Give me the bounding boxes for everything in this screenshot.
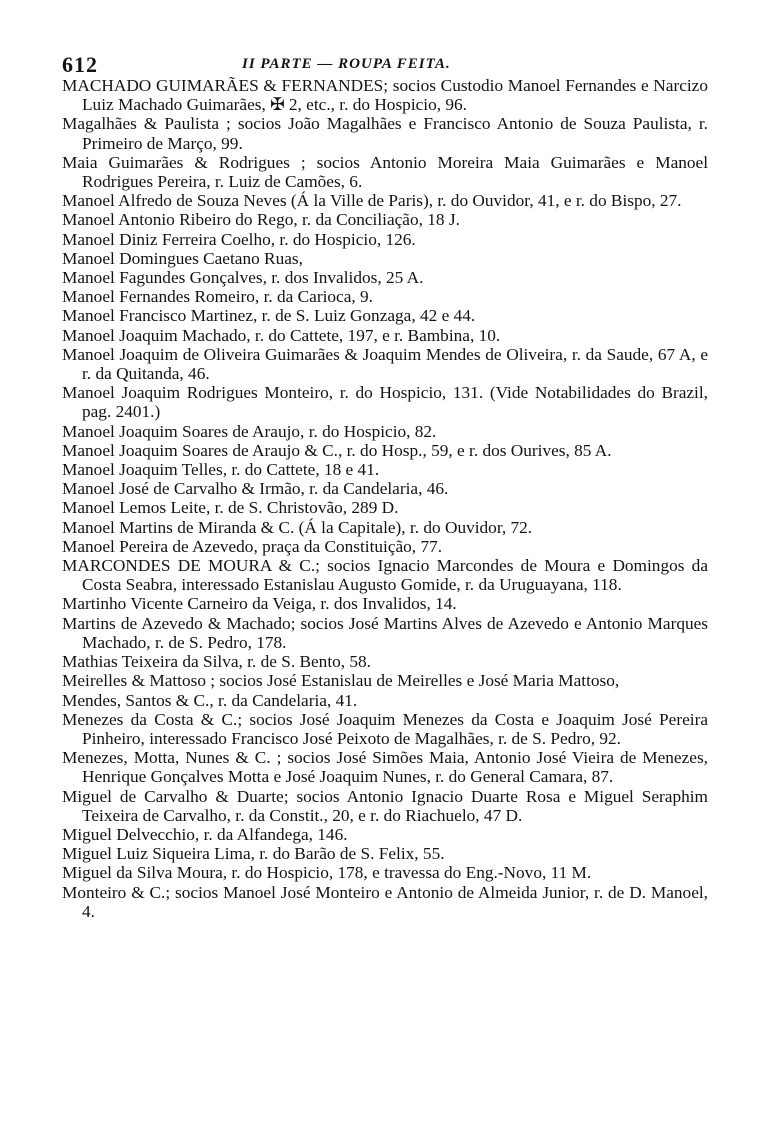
directory-entry: Manoel Joaquim Rodrigues Monteiro, r. do Hospicio, 131. (Vide Notabilidades do Brazil, pag. 2401.) <box>62 383 708 422</box>
directory-entry: Manoel Joaquim de Oliveira Guimarães & Joaquim Mendes de Oliveira, r. da Saude, 67 A, e r. da Quitanda, 46. <box>62 344 708 384</box>
directory-entry: MACHADO GUIMARÃES & FERNANDES; socios Custodio Manoel Fernandes e Narcizo Luiz Machado Guimarães, ✠ 2, etc., r. do Hospicio, 96. <box>62 76 708 115</box>
directory-entry: Manoel José de Carvalho & Irmão, r. da Candelaria, 46. <box>62 479 449 499</box>
directory-entry: Manoel Alfredo de Souza Neves (Á la Ville de Paris), r. do Ouvidor, 41, e r. do Bispo, 27. <box>62 191 682 211</box>
running-head: II PARTE — ROUPA FEITA. <box>242 56 451 72</box>
directory-entry: Manoel Joaquim Soares de Araujo, r. do Hospicio, 82. <box>62 421 437 441</box>
page-header <box>62 44 708 76</box>
directory-entry: Maia Guimarães & Rodrigues ; socios Antonio Moreira Maia Guimarães e Manoel Rodrigues Pereira, r. Luiz de Camões, 6. <box>62 152 708 192</box>
directory-entry: Menezes da Costa & C.; socios José Joaquim Menezes da Costa e Joaquim José Pereira Pinheiro, interessado Francisco José Peixoto de Magalhães, r. de S. Pedro, 92. <box>62 709 708 748</box>
directory-entry: Manoel Lemos Leite, r. de S. Christovão, 289 D. <box>62 498 399 518</box>
directory-entry: Manoel Joaquim Soares de Araujo & C., r. do Hosp., 59, e r. dos Ourives, 85 A. <box>62 440 612 460</box>
directory-entry: Miguel Delvecchio, r. da Alfandega, 146. <box>62 824 348 844</box>
directory-entry: Monteiro & C.; socios Manoel José Monteiro e Antonio de Almeida Junior, r. de D. Manoel, 4. <box>62 882 708 921</box>
directory-entry: Manoel Pereira de Azevedo, praça da Constituição, 77. <box>62 536 443 556</box>
directory-entry: Miguel da Silva Moura, r. do Hospicio, 178, e travessa do Eng.-Novo, 11 M. <box>62 863 592 883</box>
directory-entry: Manoel Joaquim Telles, r. do Cattete, 18 e 41. <box>62 460 380 480</box>
directory-entry: Meirelles & Mattoso ; socios José Estanislau de Meirelles e José Maria Mattoso, <box>62 671 620 691</box>
directory-entry: Magalhães & Paulista ; socios João Magalhães e Francisco Antonio de Souza Paulista, r. Primeiro de Março, 99. <box>62 114 708 153</box>
directory-entry: Manoel Martins de Miranda & C. (Á la Capitale), r. do Ouvidor, 72. <box>62 517 533 537</box>
directory-entry: Manoel Francisco Martinez, r. de S. Luiz Gonzaga, 42 e 44. <box>62 306 476 326</box>
directory-entry: Manoel Joaquim Machado, r. do Cattete, 197, e r. Bambina, 10. <box>62 325 501 345</box>
page-number: 612 <box>62 52 98 77</box>
directory-entry: Miguel de Carvalho & Duarte; socios Antonio Ignacio Duarte Rosa e Miguel Seraphim Teixeira de Carvalho, r. da Constit., 20, e r. do Riachuelo, 47 D. <box>62 786 708 825</box>
directory-entry: Martinho Vicente Carneiro da Veiga, r. dos Invalidos, 14. <box>62 594 457 614</box>
directory-entry: Menezes, Motta, Nunes & C. ; socios José Simões Maia, Antonio José Vieira de Menezes, Henrique Gonçalves Motta e José Joaquim Nunes, r. do General Camara, 87. <box>62 748 708 787</box>
directory-entry: Mathias Teixeira da Silva, r. de S. Bento, 58. <box>62 652 372 672</box>
directory-entries <box>62 76 708 921</box>
directory-entry: Mendes, Santos & C., r. da Candelaria, 41. <box>62 690 358 710</box>
directory-entry: Manoel Diniz Ferreira Coelho, r. do Hospicio, 126. <box>62 229 416 249</box>
directory-entry: Manoel Fagundes Gonçalves, r. dos Invalidos, 25 A. <box>62 268 424 288</box>
directory-entry: Manoel Fernandes Romeiro, r. da Carioca, 9. <box>62 287 373 307</box>
directory-entry: Manoel Domingues Caetano Ruas, <box>62 248 303 268</box>
directory-entry: Miguel Luiz Siqueira Lima, r. do Barão de S. Felix, 55. <box>62 844 445 864</box>
directory-entry: Manoel Antonio Ribeiro do Rego, r. da Conciliação, 18 J. <box>62 210 460 230</box>
directory-entry: Martins de Azevedo & Machado; socios José Martins Alves de Azevedo e Antonio Marques Machado, r. de S. Pedro, 178. <box>62 613 708 652</box>
directory-entry: MARCONDES DE MOURA & C.; socios Ignacio Marcondes de Moura e Domingos da Costa Seabra, interessado Estanislau Augusto Gomide, r. da Uruguayana, 118. <box>62 556 708 595</box>
